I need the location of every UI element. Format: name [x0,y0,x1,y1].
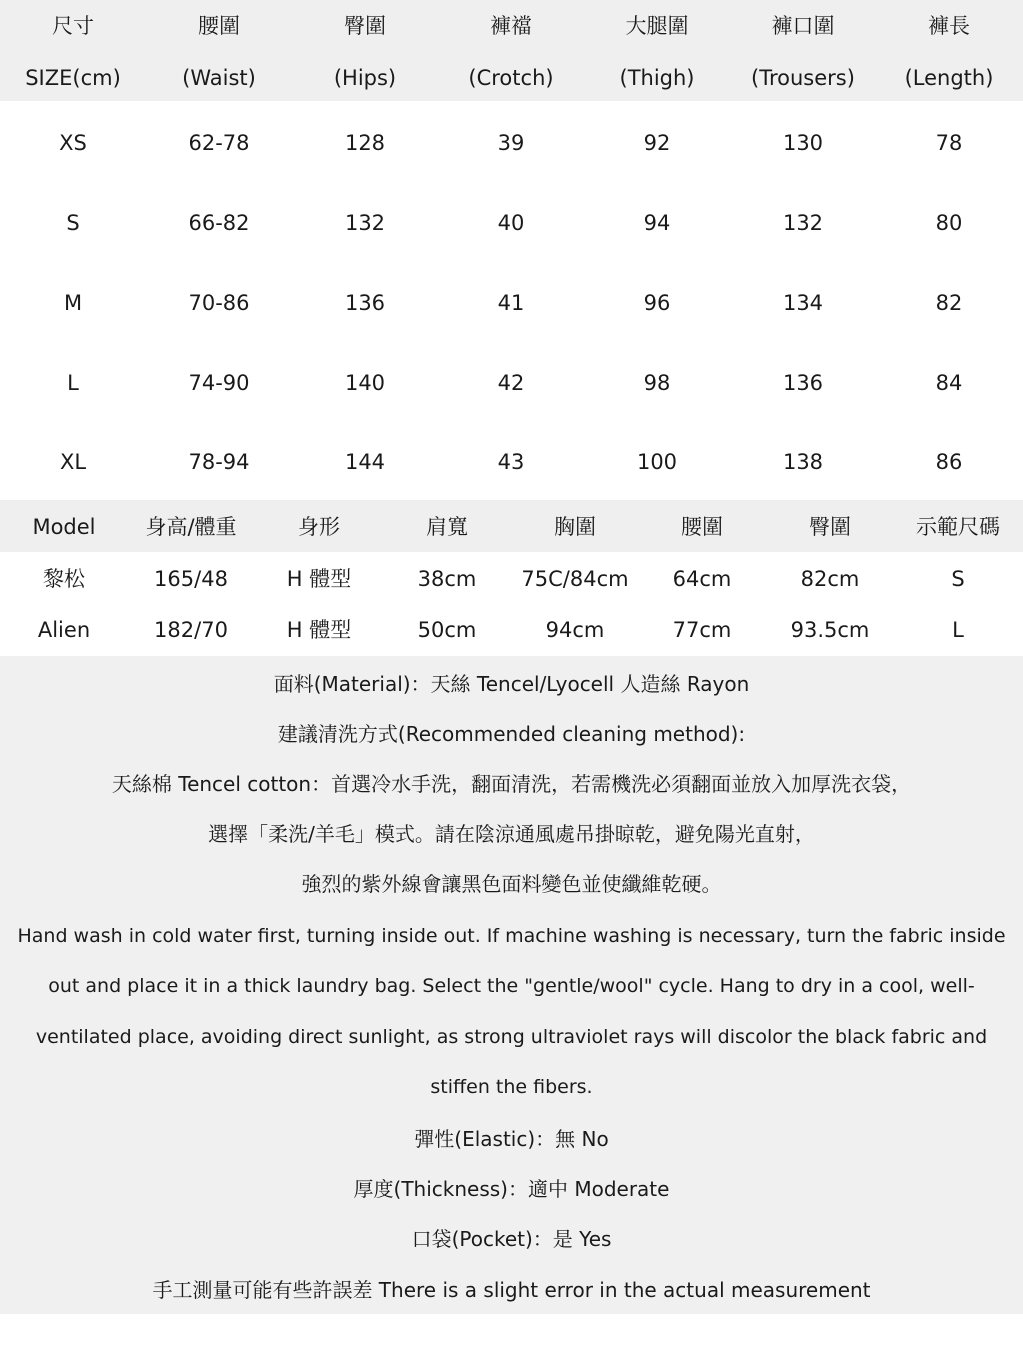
product-info [0,656,1023,1314]
header-hips-en: (Hips) [333,66,397,90]
length-cell: 84 [935,371,963,395]
header-hips-cn: 臀圍 [344,14,386,38]
cleaning-cn-line: 天絲棉 Tencel cotton：首選冷水手洗，翻面清洗，若需機洗必須翻面並放入加厚洗衣袋， [111,772,912,796]
trousers-cell: 130 [782,131,824,155]
model-name: Alien [37,618,91,642]
hips-cell: 132 [344,211,386,235]
crotch-cell: 40 [497,211,525,235]
length-cell: 86 [935,450,963,474]
size-cell: M [63,291,83,315]
model-name: 黎松 [43,567,85,591]
model-waist: 64cm [672,567,732,591]
trousers-cell: 138 [782,450,824,474]
header-model: Model [32,515,96,539]
header-height-weight: 身高/體重 [145,515,237,539]
waist-cell: 74-90 [188,371,250,395]
thickness-text: 厚度(Thickness)：適中 Moderate [353,1177,670,1201]
crotch-cell: 42 [497,371,525,395]
model-bust: 94cm [545,618,605,642]
cleaning-cn-line: 強烈的紫外線會讓黑色面料變色並使纖維乾硬。 [301,872,722,896]
header-length-cn: 褲長 [928,14,970,38]
waist-cell: 78-94 [188,450,250,474]
size-table-header [0,0,1023,101]
header-thigh-cn: 大腿圍 [625,14,689,38]
cleaning-title: 建議清洗方式(Recommended cleaning method): [277,722,746,746]
trousers-cell: 132 [782,211,824,235]
model-hips: 93.5cm [790,618,870,642]
model-shoulder: 38cm [417,567,477,591]
length-cell: 78 [935,131,963,155]
measurement-error-note: 手工測量可能有些許誤差 There is a slight error in the actual measurement [152,1278,871,1302]
header-size-en: SIZE(cm) [25,66,121,90]
model-body-shape: H 體型 [286,618,352,642]
thigh-cell: 94 [643,211,671,235]
header-thigh-en: (Thigh) [619,66,695,90]
model-table-header [0,500,1023,552]
size-table-body [0,101,1023,499]
hips-cell: 140 [344,371,386,395]
header-waist: 腰圍 [681,515,723,539]
model-demo-size: L [952,618,964,642]
model-bust: 75C/84cm [521,567,629,591]
header-crotch-cn: 褲襠 [490,14,532,38]
crotch-cell: 41 [497,291,525,315]
model-table-body [0,552,1023,655]
header-demo-size: 示範尺碼 [916,515,1000,539]
hips-cell: 128 [344,131,386,155]
thigh-cell: 96 [643,291,671,315]
crotch-cell: 39 [497,131,525,155]
hips-cell: 144 [344,450,386,474]
size-cell: XL [59,450,87,474]
size-cell: S [66,211,80,235]
trousers-cell: 134 [782,291,824,315]
size-cell: XS [59,131,87,155]
trousers-cell: 136 [782,371,824,395]
thigh-cell: 92 [643,131,671,155]
size-cell: L [67,371,79,395]
model-waist: 77cm [672,618,732,642]
model-height-weight: 165/48 [154,567,228,591]
elastic-text: 彈性(Elastic)：無 No [414,1127,609,1151]
thigh-cell: 100 [636,450,678,474]
model-body-shape: H 體型 [286,567,352,591]
length-cell: 82 [935,291,963,315]
cleaning-cn-line: 選擇「柔洗/羊毛」模式。請在陰涼通風處吊掛晾乾，避免陽光直射， [208,822,815,846]
thigh-cell: 98 [643,371,671,395]
header-size-cn: 尺寸 [52,14,94,38]
header-waist-en: (Waist) [182,66,256,90]
header-trousers-en: (Trousers) [751,66,855,90]
cleaning-en-line: Hand wash in cold water first, turning inside out. If machine washing is necessary, turn the fabric inside [17,925,1006,947]
model-shoulder: 50cm [417,618,477,642]
hips-cell: 136 [344,291,386,315]
cleaning-en-line: ventilated place, avoiding direct sunlight, as strong ultraviolet rays will discolor the black fabric and [35,1026,988,1048]
header-crotch-en: (Crotch) [468,66,554,90]
model-hips: 82cm [800,567,860,591]
waist-cell: 62-78 [188,131,250,155]
header-waist-cn: 腰圍 [198,14,240,38]
header-trousers-cn: 褲口圍 [771,14,835,38]
header-bust: 胸圍 [554,515,596,539]
model-height-weight: 182/70 [154,618,228,642]
pocket-text: 口袋(Pocket)：是 Yes [411,1227,612,1251]
length-cell: 80 [935,211,963,235]
model-demo-size: S [951,567,965,591]
header-length-en: (Length) [904,66,994,90]
waist-cell: 66-82 [188,211,250,235]
waist-cell: 70-86 [188,291,250,315]
cleaning-en-line: out and place it in a thick laundry bag. Select the "gentle/wool" cycle. Hang to dry in a cool, well- [48,975,975,997]
header-hips: 臀圍 [809,515,851,539]
material-text: 面料(Material)：天絲 Tencel/Lyocell 人造絲 Rayon [273,672,750,696]
crotch-cell: 43 [497,450,525,474]
header-shoulder: 肩寬 [426,515,468,539]
header-body-shape: 身形 [298,515,340,539]
cleaning-en-line: stiffen the fibers. [430,1076,593,1098]
